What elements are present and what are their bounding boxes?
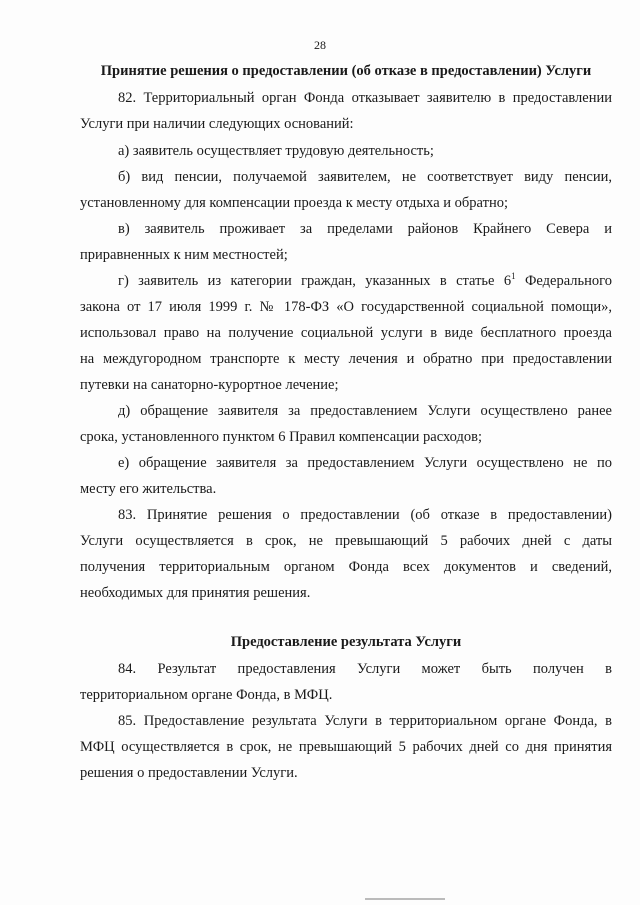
paragraph-83-line-4: необходимых для принятия решения.	[80, 585, 311, 601]
item-g-line-3: использовал право на получение социальной услуги в виде бесплатного проезда	[80, 325, 612, 341]
paragraph-85-line-2: МФЦ осуществляется в срок, не превышающий 5 рабочих дней со дня принятия	[80, 739, 612, 755]
item-d-line-1: д) обращение заявителя за предоставлением Услуги осуществлено ранее	[118, 403, 612, 419]
item-g-line-1-start: г) заявитель из категории граждан, указанных в статье 6	[118, 273, 512, 289]
item-v-line-2: приравненных к ним местностей;	[80, 247, 288, 263]
paragraph-85-line-3: решения о предоставлении Услуги.	[80, 765, 298, 781]
item-b-line-1: б) вид пенсии, получаемой заявителем, не соответствует виду пенсии,	[118, 169, 612, 185]
paragraph-83-line-3: получения территориальным органом Фонда всех документов и сведений,	[80, 559, 612, 575]
paragraph-83-line-2: Услуги осуществляется в срок, не превышающий 5 рабочих дней с даты	[80, 533, 612, 549]
item-g-line-1	[118, 272, 612, 290]
paragraph-82-line-2: Услуги при наличии следующих оснований:	[80, 116, 354, 132]
item-e-line-2: месту его жительства.	[80, 481, 217, 497]
page-number: 28	[314, 38, 326, 52]
paragraph-83-line-1: 83. Принятие решения о предоставлении (об отказе в предоставлении)	[118, 507, 612, 523]
paragraph-84-line-2: территориальном органе Фонда, в МФЦ.	[80, 687, 333, 703]
section-heading-result: Предоставление результата Услуги	[230, 634, 462, 650]
item-v-line-1: в) заявитель проживает за пределами районов Крайнего Севера и	[118, 221, 612, 237]
paragraph-82-line-1: 82. Территориальный орган Фонда отказывает заявителю в предоставлении	[118, 90, 612, 106]
item-b-line-2: установленному для компенсации проезда к месту отдыха и обратно;	[80, 195, 508, 211]
article-superscript: 1	[511, 271, 516, 282]
paragraph-85-line-1: 85. Предоставление результата Услуги в территориальном органе Фонда, в	[118, 713, 612, 729]
item-e-line-1: е) обращение заявителя за предоставлением Услуги осуществлено не по	[118, 455, 612, 471]
item-a: а) заявитель осуществляет трудовую деятельность;	[118, 143, 434, 159]
paragraph-84-line-1: 84. Результат предоставления Услуги может быть получен в	[118, 661, 612, 677]
item-g-line-5: путевки на санаторно-курортное лечение;	[80, 377, 339, 393]
item-g-line-2: закона от 17 июля 1999 г. № 178-ФЗ «О государственной социальной помощи»,	[80, 299, 612, 315]
item-d-line-2: срока, установленного пунктом 6 Правил компенсации расходов;	[80, 429, 483, 445]
item-g-line-4: на междугородном транспорте к месту лечения и обратно при предоставлении	[80, 351, 612, 367]
item-g-line-1-end: Федерального	[515, 273, 612, 289]
section-heading-decision: Принятие решения о предоставлении (об отказе в предоставлении) Услуги	[100, 63, 592, 79]
scan-artifact	[365, 898, 445, 900]
